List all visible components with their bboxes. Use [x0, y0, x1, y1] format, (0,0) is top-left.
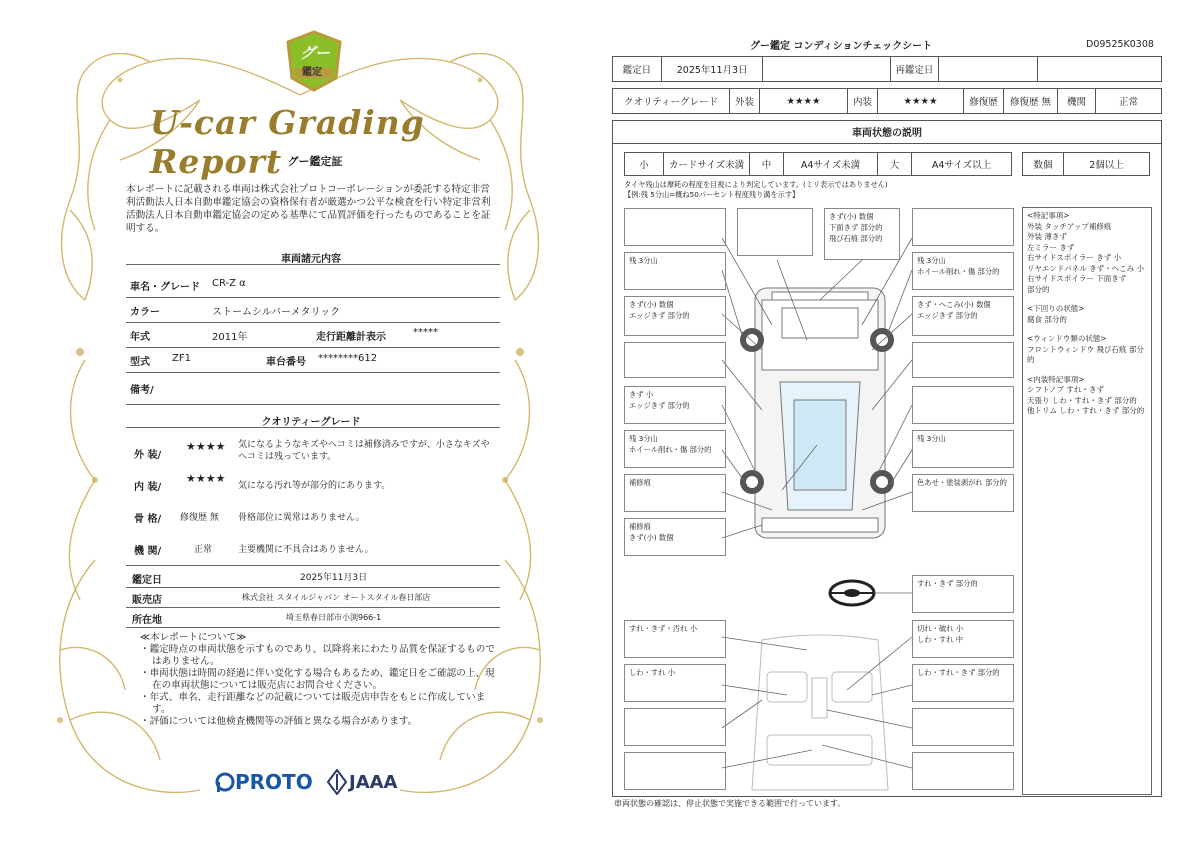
- shop-label: 販売店: [132, 595, 162, 606]
- condition-box: すれ・きず・汚れ 小: [624, 620, 726, 658]
- footer-note: 車両状態の確認は、停止状態で実施できる範囲で行っています。: [614, 799, 846, 808]
- engine-value: 正常: [1095, 89, 1161, 113]
- spec-row-name: [126, 272, 500, 298]
- condition-box: 色あせ・塗装剥がれ 部分的: [912, 474, 1014, 512]
- condition-box: きず(小) 数個 エッジきず 部分的: [624, 296, 726, 336]
- mileage-label: 走行距離計表示: [316, 332, 386, 343]
- spec-row-year: [126, 323, 500, 348]
- condition-box: [912, 342, 1014, 378]
- chassis-value: ********612: [318, 353, 378, 364]
- condition-box: すれ・きず 部分的: [912, 575, 1014, 613]
- note-line: 腐食 部分的: [1027, 314, 1067, 324]
- size-large: 大: [877, 153, 911, 175]
- interior-heading: <内装特記事項>: [1027, 374, 1085, 384]
- size-legend: [624, 152, 1012, 176]
- grade-label: クオリティーグレード: [623, 97, 719, 108]
- condition-box: 残 3分山: [624, 252, 726, 290]
- condition-box: [624, 708, 726, 746]
- divider: [126, 427, 500, 428]
- size-small-desc: カードサイズ未満: [663, 153, 749, 175]
- sheet-title: グー鑑定 コンディションチェックシート: [750, 41, 933, 52]
- year-value: 2011年: [212, 332, 248, 343]
- color-label: カラー: [130, 307, 160, 318]
- interior-text: 気になる汚れ等が部分的にあります。: [238, 481, 391, 491]
- tire-note: タイヤ残山は摩耗の程度を目視により判定しています。(ミリ表示ではありません): [624, 180, 888, 189]
- jaaa-logo-icon: [327, 769, 347, 795]
- badge-top-text: グー: [300, 44, 331, 62]
- chassis-label: 車台番号: [266, 357, 306, 368]
- jaaa-logo: JAAA: [349, 772, 398, 793]
- condition-box: [624, 342, 726, 378]
- note-line: 左ミラー きず: [1027, 242, 1075, 252]
- condition-box: しわ・すれ 小: [624, 664, 726, 702]
- date-row: [612, 56, 1162, 82]
- engine-label: 機関: [1057, 89, 1095, 113]
- note-item: ・評価については他検査機関等の評価と異なる場合があります。: [140, 716, 418, 727]
- size-large-desc: A4サイズ以上: [911, 153, 1011, 175]
- note-line: シフトノブ すれ・きず: [1027, 385, 1104, 394]
- cert-text: 本レポートに記載される車両は株式会社プロトコーポレーションが委託する特定非営利活動法人日本自動車鑑定協会の資格保有者が厳選かつ公平な検査を行い特定非営利活動法人日本自動車鑑定協会の定める基準にて品質評価を行ったものであることを証明する。: [126, 184, 491, 234]
- quality-row-engine: [126, 536, 500, 566]
- footer-row-shop: [126, 588, 500, 608]
- badge-bottom-text: 鑑定: [302, 67, 322, 78]
- tire-note-example: 【例:残 5分山=概ね50パーセント程度残り溝を示す】: [624, 190, 800, 199]
- condition-box: きず 小 エッジきず 部分的: [624, 386, 726, 424]
- note-item: ・車両状態は時間の経過に伴い変化する場合もあるため、鑑定日をご確認の上、現在の車両状態については販売店にお問合せください。: [140, 668, 495, 691]
- specs-heading: 車両諸元内容: [281, 254, 341, 265]
- remarks-label: 備考/: [130, 385, 154, 396]
- repair-value: 修復歴 無: [1003, 89, 1057, 113]
- divider: [126, 264, 500, 265]
- frame-text: 骨格部位に異常はありません。: [238, 513, 365, 523]
- address-label: 所在地: [132, 615, 162, 626]
- size-medium-desc: A4サイズ未満: [783, 153, 877, 175]
- condition-box: [912, 708, 1014, 746]
- exterior-label: 外 装/: [134, 450, 162, 461]
- steering-wheel-icon: [830, 581, 874, 605]
- frame-value: 修復歴 無: [180, 513, 219, 523]
- footer-row-address: [126, 608, 500, 628]
- condition-box: 切れ・破れ 小 しわ・すれ 中: [912, 620, 1014, 658]
- mileage-value: *****: [413, 327, 438, 338]
- notes-heading: ≪本レポートについて≫: [140, 632, 247, 643]
- footer-row-date: [126, 566, 500, 588]
- note-line: 他トリム しわ・すれ・きず 部分的: [1027, 406, 1145, 415]
- quality-heading: クオリティーグレード: [261, 417, 361, 428]
- date-value: 2025年11月3日: [300, 573, 368, 583]
- grade-row: [612, 88, 1162, 114]
- quality-row-interior: [126, 470, 500, 500]
- cert-title: グー鑑定証: [287, 155, 343, 168]
- name-value: CR-Z α: [212, 278, 246, 289]
- window-heading: <ウィンドウ類の状態>: [1027, 334, 1107, 343]
- interior-stars: ★★★★: [186, 472, 226, 485]
- address-value: 埼玉県春日部市小渕966-1: [286, 613, 382, 622]
- condition-box: 残 3分山: [912, 430, 1014, 468]
- condition-heading: 車両状態の説明: [612, 120, 1162, 144]
- quality-row-exterior: [126, 434, 500, 470]
- exterior-text: 気になるようなキズやヘコミは補修済みですが、小さなキズやヘコミは残っています。: [238, 440, 490, 462]
- condition-box: しわ・すれ・きず 部分的: [912, 664, 1014, 702]
- note-line: 天張り しわ・すれ・きず 部分的: [1027, 395, 1137, 405]
- proto-logo-icon: [215, 771, 235, 793]
- condition-box: [624, 752, 726, 790]
- size-small: 小: [639, 160, 649, 171]
- frame-label: 骨 格/: [134, 514, 162, 525]
- quality-row-frame: [126, 504, 500, 534]
- date-label: 鑑定日: [622, 65, 652, 76]
- note-item: ・年式、車名、走行距離などの記載については販売店申告をもとに作成しています。: [140, 692, 486, 715]
- condition-box: [912, 386, 1014, 424]
- engine-text: 主要機関に不具合はありません。: [238, 545, 374, 555]
- spec-row-model: [126, 348, 500, 373]
- condition-box: [912, 208, 1014, 246]
- count-label: 数個: [1033, 160, 1053, 171]
- report-notes: [140, 632, 496, 728]
- count-legend: [1022, 152, 1150, 176]
- engine-label: 機 関/: [134, 546, 162, 557]
- special-notes-panel: [1022, 207, 1152, 795]
- name-label: 車名・グレード: [130, 282, 200, 293]
- shop-value: 株式会社 スタイルジャパン オートスタイル春日部店: [242, 593, 431, 602]
- condition-box: 残 3分山 ホイール削れ・傷 部分的: [624, 430, 726, 468]
- reappraisal-label: 再鑑定日: [890, 57, 938, 81]
- special-heading: <特記事項>: [1027, 211, 1070, 220]
- interior-stars: ★★★★: [877, 89, 963, 113]
- note-item: ・鑑定時点の車両状態を示すものであり、以降将来にわたり品質を保証するものではありません。: [140, 644, 495, 667]
- condition-box: 補修痕 きず(小) 数個: [624, 518, 726, 556]
- report-title: U-car Grading Report: [150, 103, 425, 181]
- spec-row-color: [126, 298, 500, 323]
- repair-label: 修復歴: [963, 89, 1003, 113]
- note-line: 右サイドスポイラー きず 小: [1027, 253, 1122, 262]
- count-desc: 2個以上: [1063, 153, 1149, 175]
- goo-kantei-badge: [286, 30, 342, 92]
- proto-logo: PROTO: [235, 770, 313, 794]
- spec-row-remarks: [126, 373, 500, 405]
- interior-label: 内装: [847, 89, 877, 113]
- note-line: 外装 薄きず: [1027, 232, 1067, 241]
- note-line: フロントウィンドウ 飛び石痕 部分的: [1027, 344, 1144, 364]
- year-label: 年式: [130, 332, 150, 343]
- date-label: 鑑定日: [132, 575, 162, 586]
- note-line: 部分的: [1027, 284, 1050, 294]
- condition-box: きず(小) 数個 下面きず 部分的 飛び石痕 部分的: [824, 208, 900, 260]
- note-line: 外装 タッチアップ補修痕: [1027, 221, 1112, 231]
- blank-cell: [1037, 57, 1161, 81]
- color-value: ストームシルバーメタリック: [212, 307, 341, 318]
- condition-box: [912, 752, 1014, 790]
- date-value: 2025年11月3日: [661, 57, 763, 81]
- exterior-stars: ★★★★: [759, 89, 847, 113]
- engine-value: 正常: [194, 545, 213, 555]
- note-line: リヤエンドパネル きず・へこみ 小: [1027, 263, 1144, 273]
- sheet-id: D09525K0308: [1086, 39, 1154, 50]
- size-medium: 中: [749, 153, 783, 175]
- condition-box: [624, 208, 726, 246]
- exterior-label: 外装: [729, 89, 759, 113]
- condition-box: きず・へこみ(小) 数個 エッジきず 部分的: [912, 296, 1014, 336]
- blank-cell: [762, 57, 890, 81]
- exterior-stars: ★★★★: [186, 440, 226, 453]
- interior-label: 内 装/: [134, 482, 162, 493]
- under-heading: <下回りの状態>: [1027, 304, 1085, 313]
- model-label: 型式: [130, 357, 150, 368]
- reappraisal-value: [938, 57, 1038, 81]
- condition-box: 補修痕: [624, 474, 726, 512]
- note-line: 右サイドスポイラー 下面きず: [1027, 274, 1127, 283]
- condition-box: 残 3分山 ホイール削れ・傷 部分的: [912, 252, 1014, 290]
- model-value: ZF1: [172, 353, 191, 364]
- condition-box: [737, 208, 813, 256]
